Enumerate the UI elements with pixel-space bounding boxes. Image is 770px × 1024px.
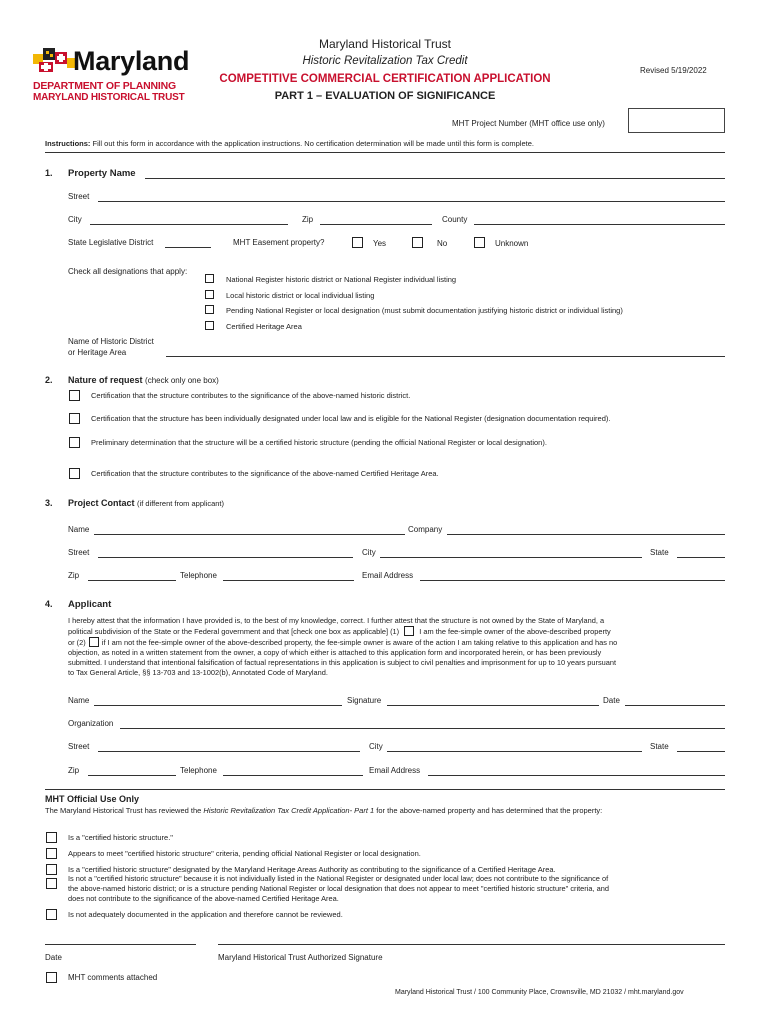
legislative-district-input[interactable] [165, 247, 211, 248]
form-title: COMPETITIVE COMMERCIAL CERTIFICATION APPLICATION [219, 73, 551, 85]
s4-email-label: Email Address [369, 766, 421, 775]
s1-street-label: Street [68, 192, 90, 201]
easement-unknown-checkbox[interactable] [474, 237, 485, 248]
owner-option-1-checkbox[interactable] [404, 626, 414, 636]
s4-date-label: Date [603, 696, 620, 705]
organization-label: Organization [68, 719, 114, 728]
instructions-divider [45, 152, 725, 153]
official-checkbox-2[interactable] [46, 848, 57, 859]
section4-title: Applicant [68, 599, 112, 610]
attestation-l3a: or (2) [68, 638, 86, 647]
maryland-flag-icon [33, 48, 77, 74]
official-checkbox-5[interactable] [46, 909, 57, 920]
s4-email-input[interactable] [428, 775, 725, 776]
section1-number: 1. [45, 168, 53, 178]
section2-note: (check only one box) [145, 376, 219, 385]
section2-heading [68, 375, 219, 385]
project-number-input[interactable] [628, 108, 725, 133]
s4-signature-input[interactable] [387, 705, 599, 706]
instructions-label: Instructions: [45, 139, 91, 148]
header-title: Maryland Historical Trust [318, 37, 452, 51]
s3-company-input[interactable] [447, 534, 725, 535]
attestation-l2b: I am the fee-simple owner of the above-described property [419, 627, 611, 636]
s4-city-input[interactable] [387, 751, 642, 752]
attestation-l3b: if I am not the fee-simple owner of the above-described property, the fee-simple owner is aware of the action I am taking relative to this application and has no [101, 638, 618, 647]
official-option-4-line-1: Is not a "certified historic structure" because it is not individually listed in the National Register or designated under local law; does not contribute to the significance of [68, 874, 609, 883]
official-option-3: Is a "certified historic structure" designated by the Maryland Heritage Areas Authority as contributing to the significance of a Certified Heritage Area. [68, 865, 556, 874]
s3-street-input[interactable] [98, 557, 353, 558]
official-option-4-line-2: the above-named historic district; or is a structure pending National Register or local designation that does not appear to meet "certified historic structure" criteria, and [68, 884, 609, 893]
s1-city-input[interactable] [90, 224, 288, 225]
s3-state-input[interactable] [677, 557, 725, 558]
logo-wordmark: Maryland [73, 46, 190, 76]
request-checkbox-3[interactable] [69, 437, 80, 448]
section3-number: 3. [45, 498, 53, 508]
s4-name-label: Name [68, 696, 90, 705]
official-intro-b: Historic Revitalization Tax Credit Application- Part 1 [203, 806, 375, 815]
footer-address: Maryland Historical Trust / 100 Community Place, Crownsville, MD 21032 / mht.maryland.gov [395, 989, 684, 996]
s1-zip-input[interactable] [320, 224, 432, 225]
request-label-1: Certification that the structure contributes to the significance of the above-named historic district. [91, 391, 411, 400]
easement-no-label: No [437, 239, 448, 248]
logo-dept-line2: MARYLAND HISTORICAL TRUST [33, 92, 185, 103]
s3-city-input[interactable] [380, 557, 642, 558]
instructions-text: Fill out this form in accordance with the application instructions. No certification determination will be made until this form is complete. [92, 139, 534, 148]
attestation-line-6: to Tax General Article, §§ 13-703 and 13-1002(b), Annotated Code of Maryland. [68, 668, 328, 677]
section3-title: Project Contact [68, 498, 135, 508]
historic-district-input[interactable] [166, 356, 725, 357]
s1-county-label: County [442, 215, 468, 224]
part-title: PART 1 – EVALUATION OF SIGNIFICANCE [274, 90, 496, 102]
official-option-4-line-3: does not contribute to the significance of the above-named Certified Heritage Area. [68, 894, 339, 903]
comments-attached-checkbox[interactable] [46, 972, 57, 983]
request-label-4: Certification that the structure contributes to the significance of the above-named Certified Heritage Area. [91, 469, 439, 478]
designations-label: Check all designations that apply: [68, 267, 188, 276]
designation-checkbox-2[interactable] [205, 290, 214, 299]
official-checkbox-1[interactable] [46, 832, 57, 843]
official-title: MHT Official Use Only [45, 794, 140, 804]
official-date-label: Date [45, 953, 62, 962]
s3-email-input[interactable] [420, 580, 725, 581]
s4-telephone-label: Telephone [180, 766, 217, 775]
official-option-1: Is a "certified historic structure." [68, 833, 173, 842]
comments-attached-label: MHT comments attached [68, 973, 158, 982]
attestation-line-1: I hereby attest that the information I have provided is, to the best of my knowledge, correct. I further attest that the structure is not owned by the State of Maryland, a [68, 616, 605, 625]
section3-note: (if different from applicant) [137, 499, 225, 508]
designation-checkbox-1[interactable] [205, 274, 214, 283]
s4-street-input[interactable] [98, 751, 360, 752]
s4-city-label: City [369, 742, 383, 751]
legislative-district-label: State Legislative District [68, 238, 154, 247]
s3-company-label: Company [408, 525, 443, 534]
designation-checkbox-4[interactable] [205, 321, 214, 330]
attestation-line-4: objection, as noted in a written statement from the owner, a copy of which either is attached to this application form and incorporated herein, or has been previously [68, 648, 602, 657]
request-checkbox-4[interactable] [69, 468, 80, 479]
s3-street-label: Street [68, 548, 90, 557]
official-option-2: Appears to meet "certified historic structure" criteria, pending official National Register or local designation. [68, 849, 421, 858]
s4-street-label: Street [68, 742, 90, 751]
designation-checkbox-3[interactable] [205, 305, 214, 314]
s1-city-label: City [68, 215, 82, 224]
official-signature-label: Maryland Historical Trust Authorized Signature [218, 953, 383, 962]
s3-city-label: City [362, 548, 376, 557]
s3-zip-input[interactable] [88, 580, 176, 581]
revised-date: Revised 5/19/2022 [640, 66, 707, 75]
official-intro-a: The Maryland Historical Trust has reviewed the [45, 806, 202, 815]
designation-label-2: Local historic district or local individual listing [226, 291, 375, 300]
easement-label: MHT Easement property? [233, 238, 325, 247]
property-name-input[interactable] [145, 178, 725, 179]
official-divider [45, 789, 725, 790]
request-checkbox-2[interactable] [69, 413, 80, 424]
attestation-line-3 [68, 637, 617, 648]
official-option-5: Is not adequately documented in the application and therefore cannot be reviewed. [68, 910, 343, 919]
organization-input[interactable] [120, 728, 725, 729]
header-subtitle: Historic Revitalization Tax Credit [302, 55, 468, 67]
instructions [45, 139, 534, 148]
s3-name-input[interactable] [94, 534, 405, 535]
historic-district-label-2: or Heritage Area [68, 348, 127, 357]
section2-number: 2. [45, 375, 53, 385]
s4-telephone-input[interactable] [223, 775, 363, 776]
designation-label-4: Certified Heritage Area [226, 322, 302, 331]
maryland-logo [33, 46, 198, 104]
s3-telephone-input[interactable] [223, 580, 354, 581]
s1-county-input[interactable] [474, 224, 725, 225]
official-signature-input[interactable] [218, 944, 725, 945]
owner-option-2-checkbox[interactable] [89, 637, 99, 647]
official-date-input[interactable] [45, 944, 196, 945]
s3-email-label: Email Address [362, 571, 414, 580]
easement-unknown-label: Unknown [495, 239, 529, 248]
section3-heading [68, 498, 224, 508]
designation-label-3: Pending National Register or local designation (must submit documentation justifying historic district or individual listing) [226, 306, 623, 315]
section2-title: Nature of request [68, 375, 143, 385]
s3-zip-label: Zip [68, 571, 80, 580]
logo-dept-line1: DEPARTMENT OF PLANNING [33, 80, 176, 92]
request-label-3: Preliminary determination that the structure will be a certified historic structure (pending the official National Register or local designation). [91, 438, 547, 447]
official-checkbox-4[interactable] [46, 878, 57, 889]
s4-zip-input[interactable] [88, 775, 176, 776]
official-intro [45, 806, 602, 815]
s4-date-input[interactable] [625, 705, 725, 706]
easement-yes-label: Yes [373, 239, 387, 248]
official-intro-c: for the above-named property and has determined that the property: [376, 806, 603, 815]
s3-state-label: State [650, 548, 669, 557]
historic-district-label-1: Name of Historic District [68, 337, 154, 346]
s1-zip-label: Zip [302, 215, 314, 224]
section1-title: Property Name [68, 168, 136, 179]
s4-state-input[interactable] [677, 751, 725, 752]
attestation-line-5: submitted. I understand that intentional falsification of factual representations in this application is subject to civil penalties and imprisonment for up to 10 years pursuant [68, 658, 617, 667]
designation-label-1: National Register historic district or National Register individual listing [226, 275, 457, 284]
s3-telephone-label: Telephone [180, 571, 217, 580]
project-number-label: MHT Project Number (MHT office use only) [452, 119, 605, 128]
s4-name-input[interactable] [94, 705, 342, 706]
s1-street-input[interactable] [98, 201, 725, 202]
request-label-2: Certification that the structure has been individually designated under local law and is eligible for the National Register (designation documentation required). [91, 414, 611, 423]
s3-name-label: Name [68, 525, 90, 534]
s4-signature-label: Signature [347, 696, 382, 705]
attestation-line-2 [68, 626, 611, 637]
s4-zip-label: Zip [68, 766, 80, 775]
s4-state-label: State [650, 742, 669, 751]
request-checkbox-1[interactable] [69, 390, 80, 401]
official-checkbox-3[interactable] [46, 864, 57, 875]
section4-number: 4. [45, 599, 53, 609]
easement-yes-checkbox[interactable] [352, 237, 363, 248]
easement-no-checkbox[interactable] [412, 237, 423, 248]
attestation-l2a: political subdivision of the State or the Federal government and that [check one box as applicable] (1) [68, 627, 400, 636]
